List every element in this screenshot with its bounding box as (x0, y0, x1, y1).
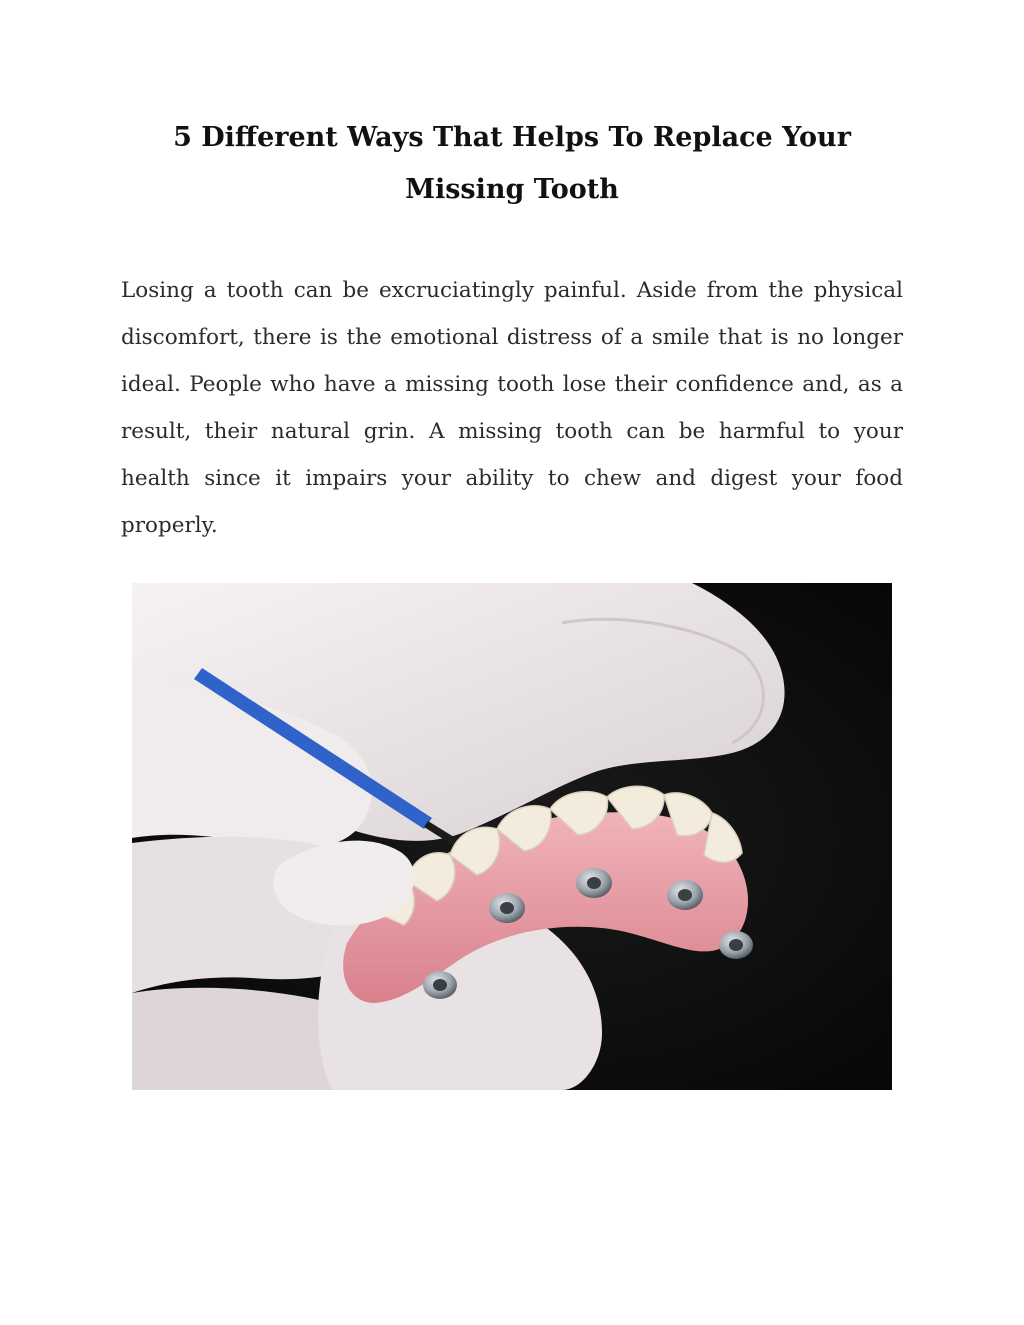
denture-photo (132, 583, 892, 1090)
document-title: 5 Different Ways That Helps To Replace Your Missing Tooth (173, 122, 851, 205)
denture-photo-illustration (132, 583, 892, 1090)
intro-paragraph: Losing a tooth can be excruciatingly painful. Aside from the physical discomfort, there is the emotional distress of a smile that is no longer ideal. People who have a missing tooth lose their confidence and, as a result, their natural grin. A missing tooth can be harmful to your health since it impairs your ability to chew and digest your food properly. (121, 278, 903, 538)
